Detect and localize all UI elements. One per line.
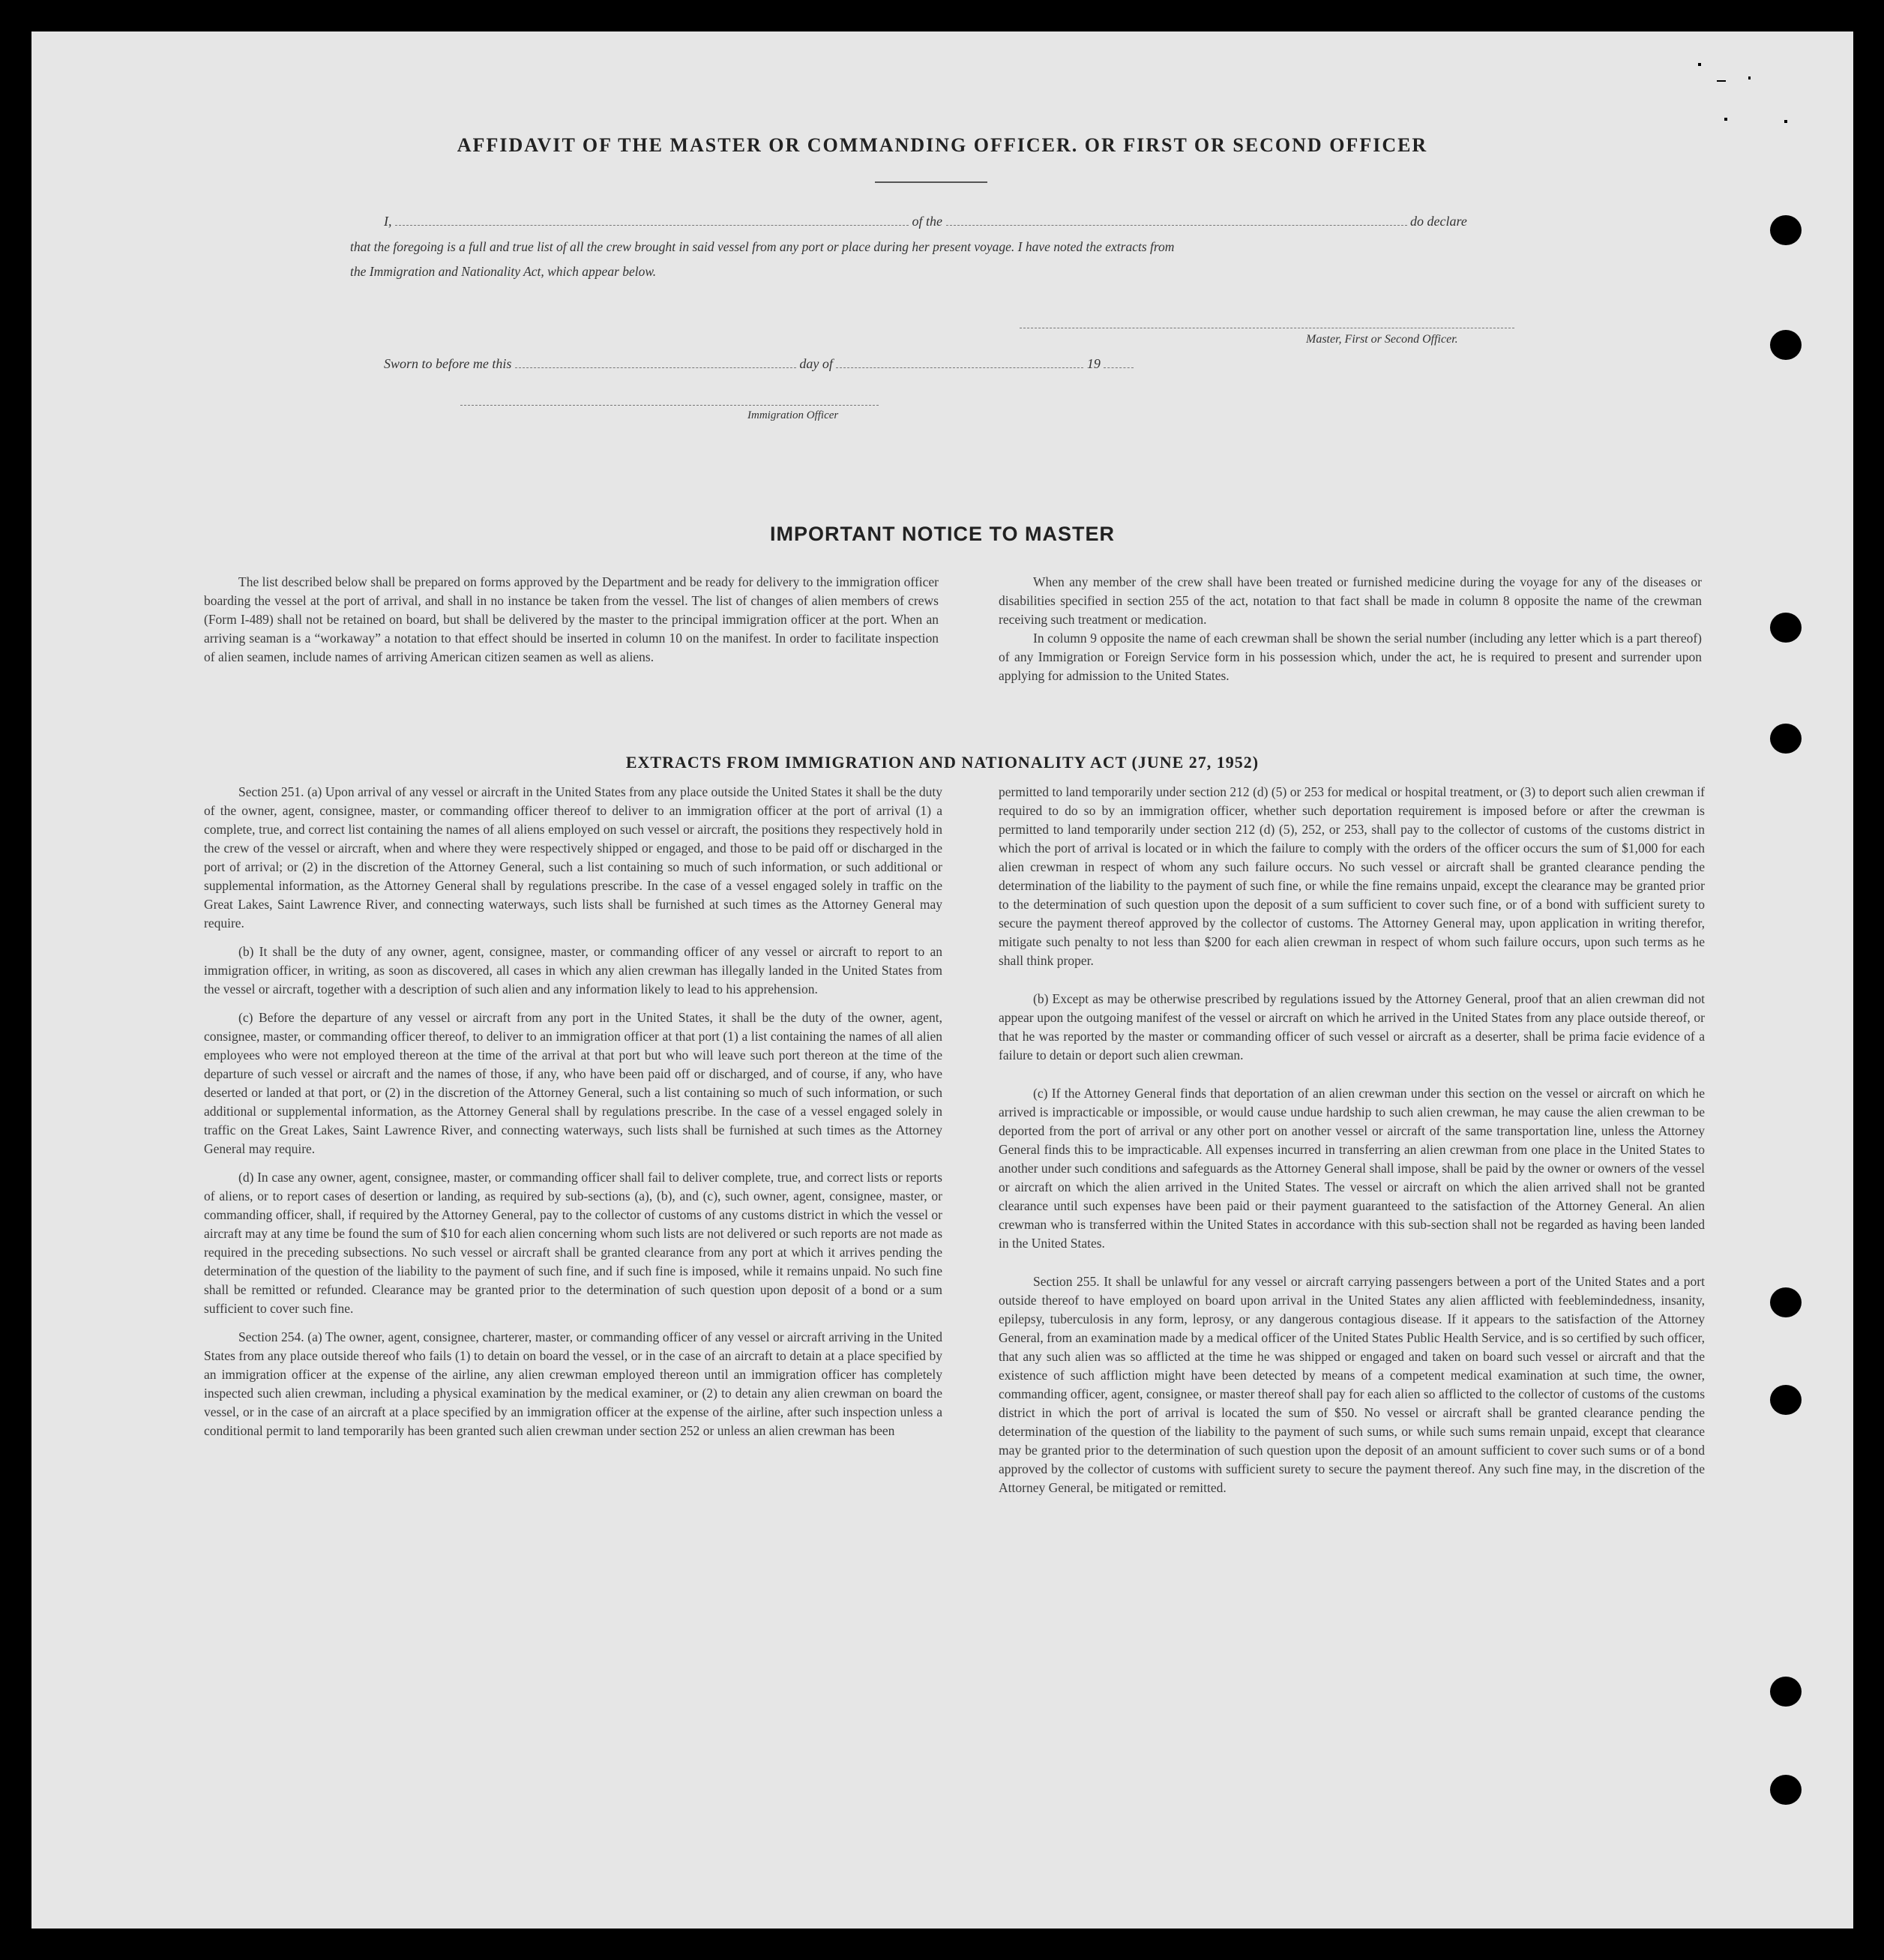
sworn-line (384, 356, 1134, 372)
day-of-label: day of (799, 356, 833, 371)
affidavit-of-the-label: of the (912, 214, 942, 229)
speck (1748, 76, 1751, 79)
sworn-label: Sworn to before me this (384, 356, 512, 371)
section-255: Section 255. It shall be unlawful for any vessel or aircraft carrying passengers between a port of the United States and a port outside thereof to have employed on board upon arrival in the United States any alien afflicted with feeblemindedness, insanity, epilepsy, tuberculosis in any form, leprosy, or any dangerous contagious disease. If it appears to the satisfaction of the Attorney General, from an examination made by a medical officer of the United States Public Health Service, and is so certified by such officer, that any such alien was so afflicted at the time he was shipped or engaged and taken on board such vessel or aircraft and that the existence of such affliction might have been detected by means of a competent medical examination at such time, the owner, commanding officer, agent, consignee, or master thereof shall pay for each alien so afflicted to the collector of customs of the customs district in which the port of arrival is located the sum of $50. No vessel or aircraft shall be granted clearance pending the determination of the question of the liability to the payment of such sums, or while such sums remain unpaid, except that clearance may be granted prior to the determination of such question upon the deposit of an amount sufficient to cover such sums or of a bond approved by the collector of customs with sufficient surety to secure the payment thereof. Any such fine may, in the discretion of the Attorney General, be mitigated or remitted. (999, 1274, 1705, 1495)
extracts-right-column (999, 783, 1705, 1507)
vessel-blank (946, 214, 1407, 226)
affidavit-declare-label: do declare (1410, 214, 1467, 229)
section-251-c: (c) Before the departure of any vessel or aircraft from any port in the United States, it shall be the duty of the owner, agent, consignee, master, or commanding officer thereof, to deliver to an immigration officer at that port (1) a list containing the names of all alien employees who were not employed thereon at the time of the arrival at that port but who will leave such port thereon at the time of the departure of such vessel or aircraft and the names of those, if any, who have been paid off or discharged, and of course, if any, who have deserted or landed at that port, or (2) in the discretion of the Attorney General, such a list containing so much of such information, or such additional or supplemental information, as the Attorney General shall by regulations prescribe. In the case of a vessel engaged solely in traffic on the Great Lakes, Saint Lawrence River, and connecting waterways, such lists shall be furnished at such times as the Attorney General may require. (204, 1010, 942, 1156)
document-page (31, 31, 1853, 1929)
sworn-day-blank (515, 357, 796, 368)
notice-left-column (204, 573, 939, 676)
notice-right-column (999, 573, 1702, 695)
name-blank (395, 214, 909, 226)
section-251-d: (d) In case any owner, agent, consignee, master, or commanding officer shall fail to deliver complete, true, and correct lists or reports of aliens, or to report cases of desertion or landing, as required by sub-sections (a), (b), and (c), such owner, agent, consignee, master, or commanding officer, shall, if required by the Attorney General, pay to the collector of customs of any customs district in which the vessel or aircraft may at any time be found the sum of $10 for each alien concerning whom such lists are not delivered or such reports are not made as required in the preceding subsections. No such vessel or aircraft shall be granted clearance from any port at which it arrives pending the determination of the question of the liability to the payment of such fine, and if such fine is imposed, while it remains unpaid. No such fine shall be remitted or refunded. Clearance may be granted prior to the determination of such question upon deposit of a bond or a sum sufficient to cover such fine. (204, 1170, 943, 1316)
extracts-title: EXTRACTS FROM IMMIGRATION AND NATIONALITY ACT (JUNE 27, 1952) (625, 753, 1259, 772)
sworn-month-blank (836, 357, 1083, 368)
section-251-a: Section 251. (a) Upon arrival of any vessel or aircraft in the United States from any place outside the United States it shall be the duty of the owner, agent, consignee, master, or commanding officer thereof to deliver to an immigration officer at the port of arrival (1) a complete, true, and correct list containing the names of all aliens employed on such vessel or aircraft, the positions they respectively hold in the crew of the vessel or aircraft, when and where they were respectively shipped or engaged, and those to be paid off or discharged in the port of arrival; or (2) in the discretion of the Attorney General, such a list containing so much of such information, or such additional or supplemental information, as the Attorney General shall by regulations prescribe. In the case of a vessel engaged solely in traffic on the Great Lakes, Saint Lawrence River, and connecting waterways, such lists shall be furnished at such times as the Attorney General may require. (204, 784, 942, 931)
notice-title: IMPORTANT NOTICE TO MASTER (770, 523, 1115, 545)
punch-hole (1770, 330, 1802, 360)
section-254-b: (b) Except as may be otherwise prescribed by regulations issued by the Attorney General, proof that an alien crewman did not appear upon the outgoing manifest of the vessel or aircraft on which he arrived in the United States from any place outside thereof, or that he was reported by the master or commanding officer of such vessel or aircraft as a deserter, shall be prima facie evidence of a failure to detain or deport such alien crewman. (999, 991, 1705, 1062)
speck (1784, 120, 1787, 123)
title-underline (875, 181, 987, 183)
affidavit-line-2: that the foregoing is a full and true list of all the crew brought in said vessel from any port or place during her present voyage. I have noted the extracts from (350, 239, 1175, 254)
notice-left-paragraph: The list described below shall be prepared on forms approved by the Department and be ready for delivery to the immigration officer boarding the vessel at the port of arrival, and shall in no instance be taken from the vessel. The list of changes of alien members of crews (Form I-489) shall not be retained on board, but shall be delivered by the master to the principal immigration officer at the port. When an arriving seaman is a “workaway” a notation to that effect should be inserted in column 10 on the manifest. In order to facilitate inspection of alien seamen, include names of arriving American citizen seamen as well as aliens. (204, 574, 939, 664)
punch-hole (1770, 613, 1802, 643)
section-254-a-continued: permitted to land temporarily under section 212 (d) (5) or 253 for medical or hospital treatment, or (3) to deport such alien crewman if required to do so by an immigration officer, whether such deportation requirement is imposed before or after the crewman is permitted to land temporarily under section 212 (d) (5), 252, or 253, shall pay to the collector of customs of the customs district in which the port of arrival is located or in which the failure to comply with the orders of the officer occurs the sum of $1,000 for each alien crewman in respect of whom any such failure occurs. No such vessel or aircraft shall be granted clearance pending the determination of the liability to the payment of such fine, or while the fine remains unpaid, except the clearance may be granted prior to the determination of such question upon the deposit of a sum sufficient to cover such fine, or of a bond with sufficient surety to secure the payment thereof approved by the collector of customs. The Attorney General may, upon application in writing therefor, mitigate such penalty to not less than $200 for each alien crewman in respect of whom such failure occurs, upon such terms as he shall think proper. (999, 784, 1705, 968)
master-label: Master, First or Second Officer. (1306, 333, 1458, 346)
officer-signature-line (460, 405, 879, 406)
punch-hole (1770, 1287, 1802, 1317)
punch-hole (1770, 1385, 1802, 1415)
section-251-b: (b) It shall be the duty of any owner, agent, consignee, master, or commanding officer of any vessel or aircraft to report to an immigration officer, in writing, as soon as discovered, all cases in which any alien crewman has illegally landed in the United States from the vessel or aircraft, together with a description of such alien and any information likely to lead to his apprehension. (204, 944, 942, 996)
speck (1724, 118, 1727, 121)
affidavit-line-3: the Immigration and Nationality Act, which appear below. (350, 264, 657, 279)
section-254-c: (c) If the Attorney General finds that deportation of an alien crewman under this section on the vessel or aircraft on which he arrived is impracticable or impossible, or would cause undue hardship to such alien crewman, he may cause the alien crewman to be deported from the port of arrival or any other port on another vessel or aircraft of the same transportation line, unless the Attorney General finds this to be impracticable. All expenses incurred in transferring an alien crewman from one place in the United States to another under such conditions and safeguards as the Attorney General shall impose, shall be paid by the owner or owners of the vessel or aircraft on which the alien arrived in the United States. The vessel or aircraft on which the alien arrived shall not be granted clearance until such expenses have been paid or their payment guaranteed to the satisfaction of the Attorney General. An alien crewman who is transferred within the United States in accordance with this sub-section shall not be regarded as having been landed in the United States. (999, 1086, 1705, 1251)
speck (1717, 80, 1726, 82)
officer-label: Immigration Officer (747, 409, 839, 421)
sworn-year-blank (1104, 357, 1134, 368)
notice-right-paragraph-2: In column 9 opposite the name of each crewman shall be shown the serial number (including any letter which is a part thereof) of any Immigration or Foreign Service form in his possession which, under the act, he is required to present and surrender upon applying for admission to the United States. (999, 631, 1702, 683)
section-254-a: Section 254. (a) The owner, agent, consignee, charterer, master, or commanding officer of any vessel or aircraft arriving in the United States from any place outside thereof who fails (1) to detain on board the vessel, or in the case of an aircraft to detain at a place specified by an immigration officer at the expense of the airline, any alien crewman employed thereon until an immigration officer has completely inspected such alien crewman, including a physical examination by the medical examiner, or (2) to detain any alien crewman on board the vessel, or in the case of an aircraft at a place specified by an immigration officer at the expense of the airline, after such inspection unless a conditional permit to land temporarily has been granted such alien crewman under section 252 or unless an alien crewman has been (204, 1329, 942, 1438)
year-label: 19 (1086, 356, 1101, 371)
affidavit-i-label: I, (384, 214, 392, 229)
affidavit-title: AFFIDAVIT OF THE MASTER OR COMMANDING OFFICER. OR FIRST OR SECOND OFFICER (457, 134, 1428, 156)
punch-hole (1770, 724, 1802, 754)
affidavit-line-1 (384, 214, 1467, 229)
notice-right-paragraph-1: When any member of the crew shall have been treated or furnished medicine during the voyage for any of the diseases or disabilities specified in section 255 of the act, notation to that fact shall be made in column 8 opposite the name of the crewman receiving such treatment or medication. (999, 574, 1702, 627)
speck (1698, 63, 1701, 66)
punch-hole (1770, 1677, 1802, 1707)
punch-hole (1770, 215, 1802, 245)
punch-hole (1770, 1775, 1802, 1805)
extracts-left-column (204, 783, 942, 1450)
